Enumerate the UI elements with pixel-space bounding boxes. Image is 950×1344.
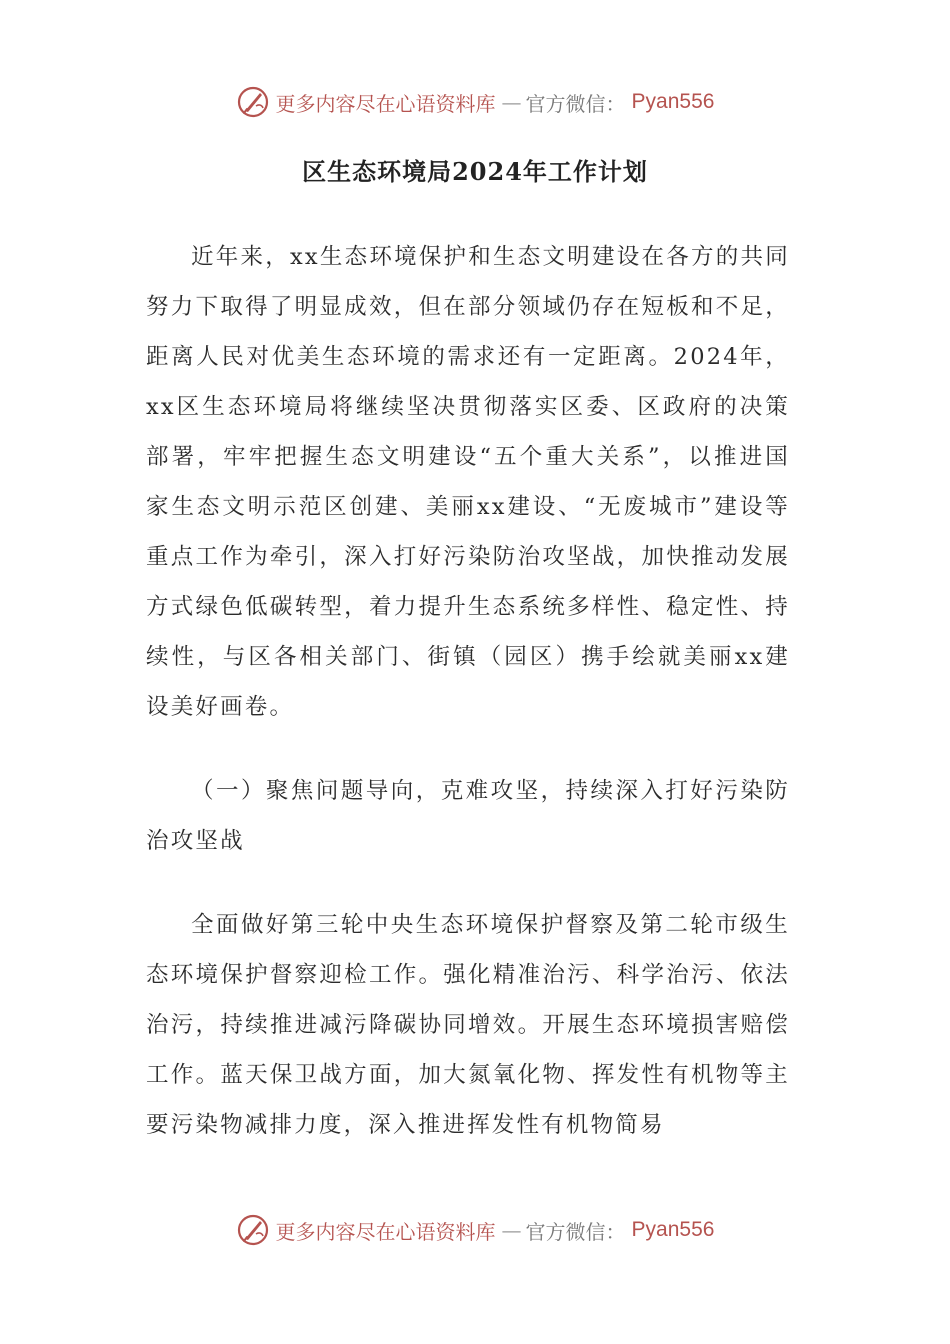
quill-pen-icon <box>236 85 270 119</box>
document-title: 区生态环境局2024年工作计划 <box>302 157 648 186</box>
body-paragraph: 全面做好第三轮中央生态环境保护督察及第二轮市级生态环境保护督察迎检工作。强化精准治污、科学治污、依法治污，持续推进减污降碳协同增效。开展生态环境损害赔偿工作。蓝天保卫战方面，加大氮氧化物、挥发性有机物等主要污染物减排力度，深入推进挥发性有机物简易 <box>146 912 790 1138</box>
watermark-banner-bottom <box>0 1210 950 1250</box>
banner-brand-text: 更多内容尽在心语资料库 <box>275 1219 496 1244</box>
banner-official-label: 官方微信： <box>525 1219 626 1244</box>
banner-official-label: 官方微信： <box>525 91 626 116</box>
banner-separator: — <box>501 1218 520 1242</box>
banner-wechat-id: Pyan556 <box>631 1218 715 1241</box>
banner-brand-text: 更多内容尽在心语资料库 <box>275 91 496 116</box>
watermark-banner-top <box>0 82 950 122</box>
banner-separator: — <box>501 90 520 114</box>
quill-pen-icon <box>236 1213 270 1247</box>
intro-paragraph: 近年来，xx生态环境保护和生态文明建设在各方的共同努力下取得了明显成效，但在部分领域仍存在短板和不足，距离人民对优美生态环境的需求还有一定距离。2024年，xx区生态环境局将继续坚决贯彻落实区委、区政府的决策部署，牢牢把握生态文明建设“五个重大关系”，以推进国家生态文明示范区创建、美丽xx建设、“无废城市”建设等重点工作为牵引，深入打好污染防治攻坚战，加快推动发展方式绿色低碳转型，着力提升生态系统多样性、稳定性、持续性，与区各相关部门、街镇（园区）携手绘就美丽xx建设美好画卷。 <box>146 244 790 720</box>
banner-wechat-id: Pyan556 <box>631 90 715 113</box>
section-heading: （一）聚焦问题导向，克难攻坚，持续深入打好污染防治攻坚战 <box>146 778 790 854</box>
